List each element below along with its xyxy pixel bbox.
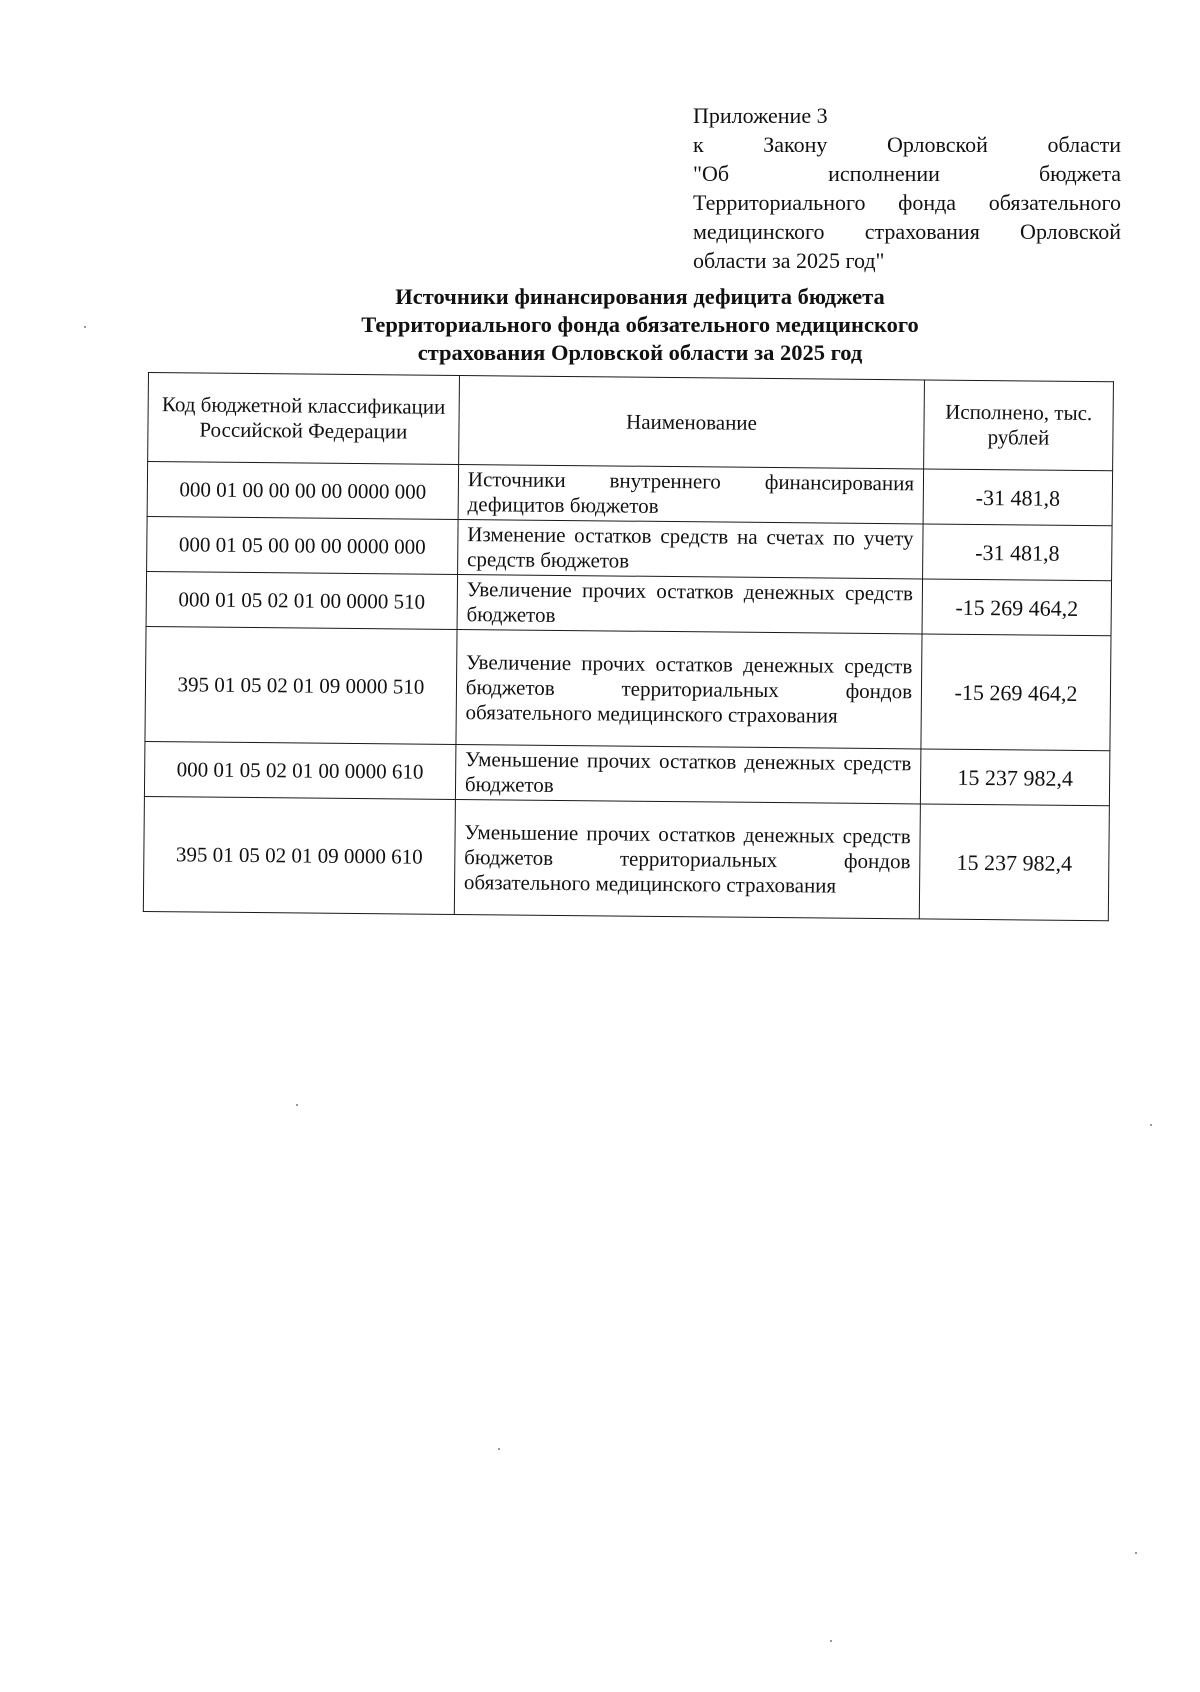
header-name: Наименование <box>459 375 925 468</box>
appendix-law-title-line-4: области за 2025 год" <box>693 248 885 273</box>
appendix-header <box>693 101 1121 275</box>
row-value: -31 481,8 <box>923 469 1112 526</box>
table-row <box>146 571 1111 635</box>
row-name: Уменьшение прочих остатков денежных средств бюджетов <box>455 744 921 803</box>
row-name: Изменение остатков средств на счетах по учету средств бюджетов <box>457 519 923 578</box>
scan-speck <box>1135 1552 1137 1554</box>
scan-speck <box>498 1448 500 1450</box>
row-value: 15 237 982,4 <box>919 804 1109 921</box>
row-code: 000 01 00 00 00 00 0000 000 <box>147 462 458 520</box>
row-name: Источники внутреннего финансирования дефицитов бюджетов <box>458 464 924 523</box>
appendix-law-title-line-2: Территориального фонда обязательного <box>693 190 1121 215</box>
row-name: Уменьшение прочих остатков денежных средств бюджетов территориальных фондов обязательного медицинского страхования <box>454 799 920 918</box>
row-value: -15 269 464,2 <box>921 634 1111 751</box>
title-line-3: страхования Орловской области за 2025 год <box>417 340 863 365</box>
table-row <box>144 741 1109 805</box>
row-code: 395 01 05 02 01 09 0000 510 <box>145 626 457 744</box>
row-value: 15 237 982,4 <box>920 749 1109 806</box>
row-value: -31 481,8 <box>923 524 1112 581</box>
table-header-row <box>148 373 1114 471</box>
scan-speck <box>296 1104 298 1106</box>
row-name: Увеличение прочих остатков денежных средств бюджетов территориальных фондов обязательного медицинского страхования <box>456 629 922 748</box>
appendix-law-reference: к Закону Орловской области <box>693 132 1121 157</box>
row-code: 000 01 05 02 01 00 0000 610 <box>144 741 455 799</box>
scan-speck <box>830 1640 832 1642</box>
row-value: -15 269 464,2 <box>922 579 1111 636</box>
row-code: 000 01 05 02 01 00 0000 510 <box>146 571 457 629</box>
scan-speck <box>1150 1124 1152 1126</box>
appendix-law-title-line-1: "Об исполнении бюджета <box>693 161 1121 186</box>
header-code: Код бюджетной классификации Российской Федерации <box>148 373 460 465</box>
table-row <box>143 796 1109 920</box>
row-name: Увеличение прочих остатков денежных средств бюджетов <box>457 574 923 633</box>
table-row <box>147 516 1112 580</box>
appendix-law-title-line-3: медицинского страхования Орловской <box>693 219 1121 244</box>
table-row <box>145 626 1111 750</box>
scan-speck <box>84 326 86 328</box>
row-code: 000 01 05 00 00 00 0000 000 <box>147 516 458 574</box>
title-line-1: Источники финансирования дефицита бюджета <box>395 284 885 309</box>
row-code: 395 01 05 02 01 09 0000 610 <box>143 796 455 914</box>
table-row <box>147 462 1112 526</box>
appendix-number: Приложение 3 <box>693 103 828 128</box>
deficit-sources-table <box>143 372 1114 921</box>
header-value: Исполнено, тыс. рублей <box>924 380 1114 471</box>
document-title <box>240 283 1040 367</box>
title-line-2: Территориального фонда обязательного медицинского <box>361 312 919 337</box>
